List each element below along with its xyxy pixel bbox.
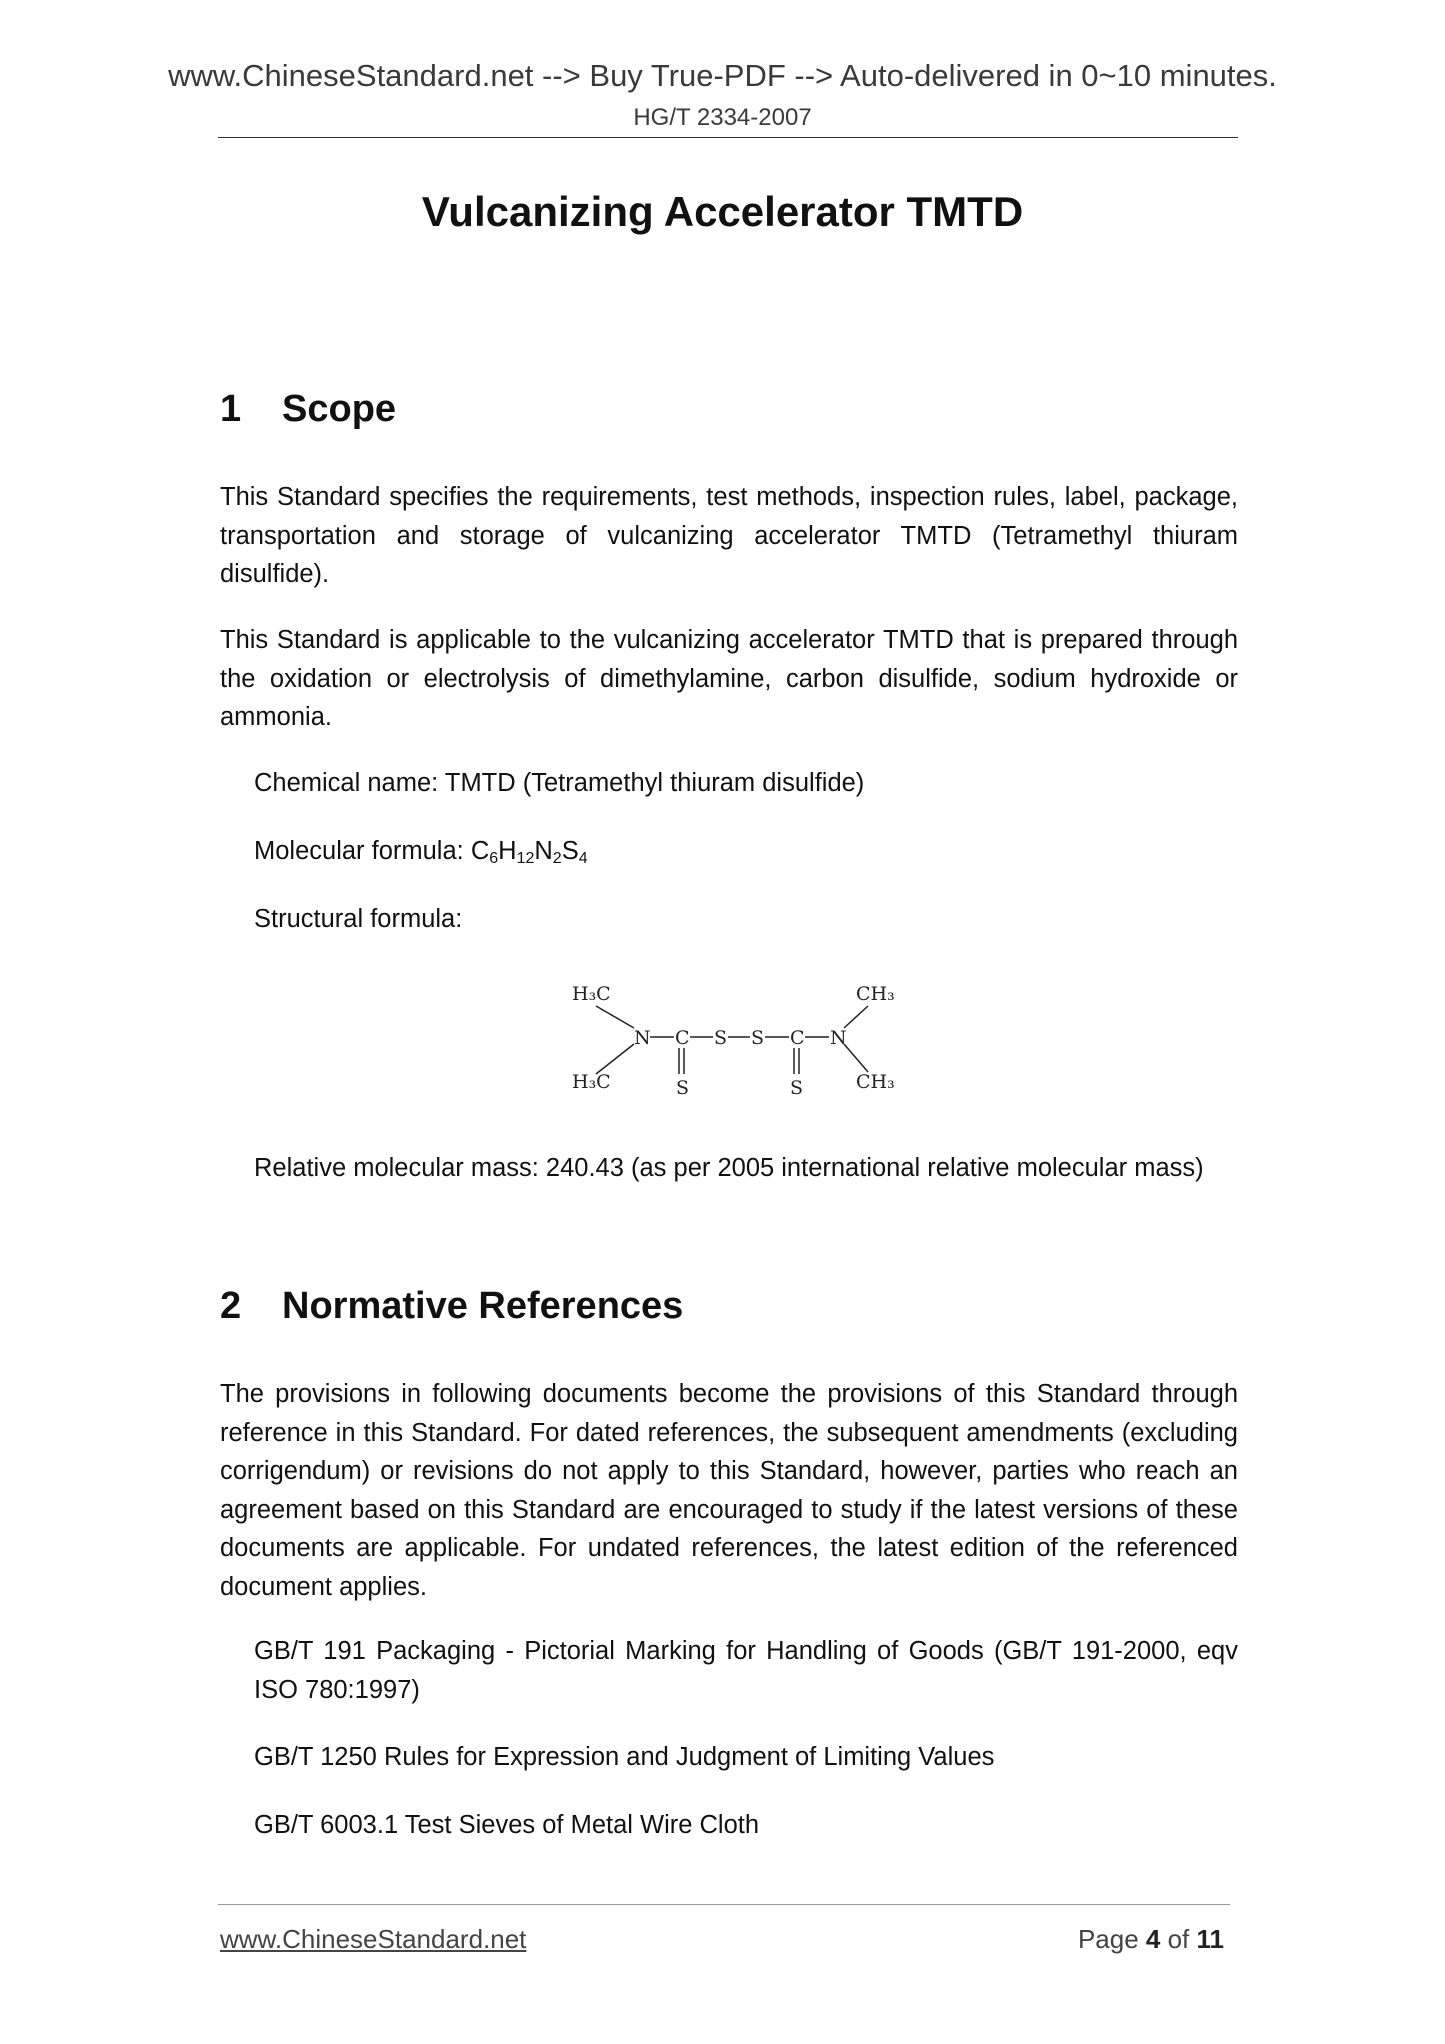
struct-c-right: C bbox=[790, 1027, 805, 1049]
struct-h3c-bottom: H₃C bbox=[572, 1071, 611, 1093]
struct-s-mid-right: S bbox=[751, 1027, 765, 1049]
section-1-heading bbox=[220, 388, 396, 431]
struct-s-mid-left: S bbox=[714, 1027, 728, 1049]
reference-item: GB/T 6003.1 Test Sieves of Metal Wire Cloth bbox=[254, 1811, 760, 1839]
struct-ch3-bottom: CH₃ bbox=[856, 1071, 895, 1093]
bond-n-ch3-top bbox=[844, 1006, 868, 1028]
footer-current-page: 4 bbox=[1145, 1924, 1161, 1954]
section-2-title: Normative References bbox=[282, 1285, 684, 1327]
normative-references-paragraph: The provisions in following documents become the provisions of this Standard through reference in this Standard. For dated references, the subsequent amendments (excluding corrigendum) or revisions do not apply to this Standard, however, parties who reach an agreement based on this Standard are encouraged to study if the latest versions of these documents are applicable. For undated references, the latest edition of the referenced document applies. bbox=[220, 1380, 1238, 1601]
molecular-formula bbox=[254, 832, 1238, 879]
formula-sulfur-count: 4 bbox=[578, 850, 588, 867]
formula-hydrogen-count: 12 bbox=[516, 850, 535, 867]
structural-formula-diagram bbox=[568, 978, 908, 1108]
struct-s-bottom-right: S bbox=[790, 1077, 804, 1099]
scope-paragraph-1: This Standard specifies the requirements, test methods, inspection rules, label, package, transportation and storage of vulcanizing accelerator TMTD (Tetramethyl thiuram disulfide). bbox=[220, 483, 1238, 588]
header-banner: www.ChineseStandard.net --> Buy True-PDF --> Auto-delivered in 0~10 minutes. bbox=[168, 58, 1277, 93]
footer-site-link[interactable]: www.ChineseStandard.net bbox=[220, 1924, 527, 1954]
footer-page-label: Page bbox=[1077, 1924, 1146, 1954]
section-2-heading bbox=[220, 1285, 683, 1328]
relative-molecular-mass: Relative molecular mass: 240.43 (as per 2005 international relative molecular mass) bbox=[254, 1154, 1204, 1182]
section-1-title: Scope bbox=[282, 388, 397, 430]
header-doc-code: HG/T 2334-2007 bbox=[633, 104, 812, 131]
formula-carbon-count: 6 bbox=[489, 850, 499, 867]
section-1-number: 1 bbox=[220, 388, 242, 430]
formula-hydrogen: H bbox=[498, 837, 517, 865]
reference-item: GB/T 191 Packaging - Pictorial Marking for Handling of Goods (GB/T 191-2000, eqv ISO 780:1997) bbox=[254, 1637, 1238, 1704]
formula-nitrogen-count: 2 bbox=[552, 850, 562, 867]
struct-s-bottom-left: S bbox=[676, 1077, 690, 1099]
section-2-number: 2 bbox=[220, 1285, 242, 1327]
chemical-name: Chemical name: TMTD (Tetramethyl thiuram disulfide) bbox=[254, 769, 865, 797]
structural-formula-label: Structural formula: bbox=[254, 905, 463, 933]
formula-carbon: C bbox=[470, 837, 490, 865]
page-title: Vulcanizing Accelerator TMTD bbox=[421, 188, 1024, 235]
struct-ch3-top: CH₃ bbox=[856, 983, 895, 1005]
struct-n-right: N bbox=[830, 1027, 847, 1049]
bond-h3c-top-n bbox=[596, 1006, 634, 1028]
footer-total-pages: 11 bbox=[1196, 1924, 1224, 1954]
formula-nitrogen: N bbox=[534, 837, 553, 865]
struct-n-left: N bbox=[634, 1027, 651, 1049]
bond-h3c-bottom-n bbox=[596, 1044, 634, 1074]
scope-paragraph-2: This Standard is applicable to the vulcanizing accelerator TMTD that is prepared through the oxidation or electrolysis of dimethylamine, carbon disulfide, sodium hydroxide or ammonia. bbox=[220, 626, 1238, 731]
struct-c-left: C bbox=[675, 1027, 690, 1049]
footer-of-label: of bbox=[1160, 1924, 1197, 1954]
footer-rule bbox=[218, 1904, 1230, 1905]
footer-page-number bbox=[1078, 1924, 1224, 1955]
reference-item: GB/T 1250 Rules for Expression and Judgment of Limiting Values bbox=[254, 1743, 995, 1771]
formula-sulfur: S bbox=[561, 837, 579, 865]
bond-n-ch3-bottom bbox=[844, 1044, 868, 1072]
molecular-formula-label: Molecular formula: bbox=[254, 837, 471, 865]
struct-h3c-top: H₃C bbox=[572, 983, 611, 1005]
header-rule bbox=[218, 137, 1238, 138]
